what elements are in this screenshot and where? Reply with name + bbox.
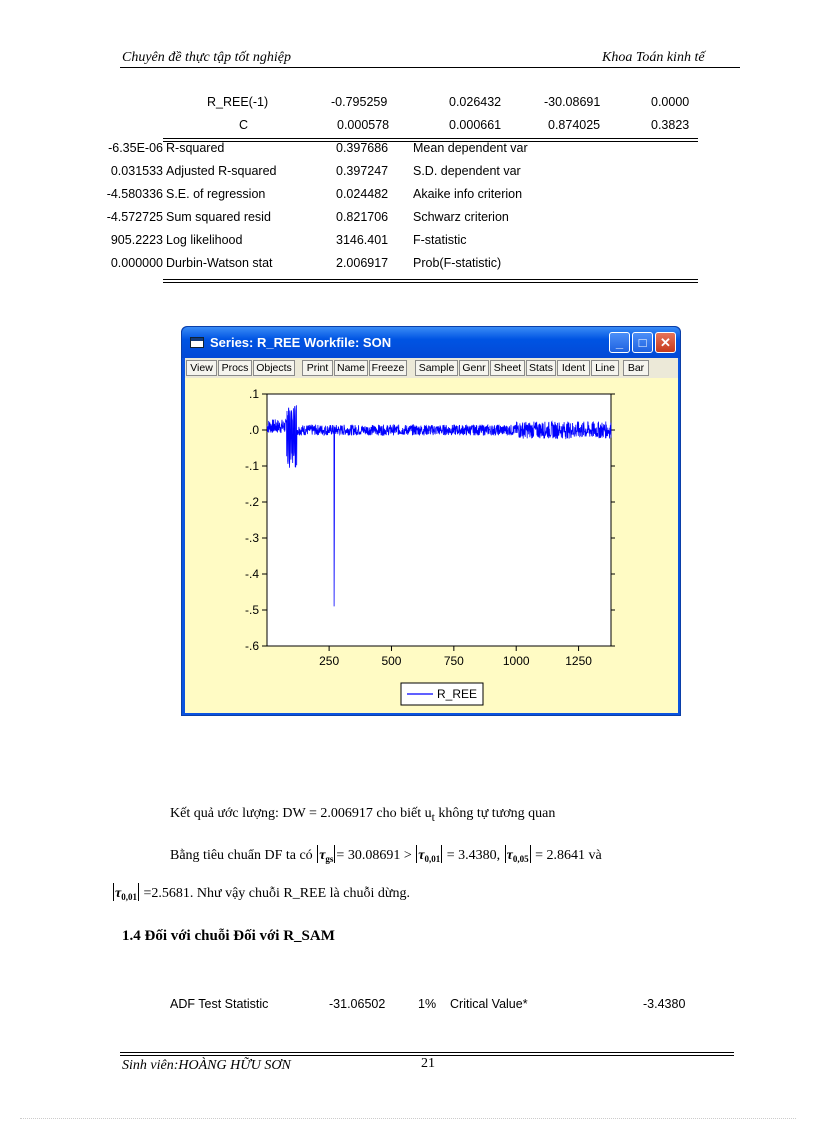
dw-text-post: không tự tương quan: [434, 806, 556, 821]
stat-label: F-statistic: [413, 233, 467, 247]
stat-label: S.E. of regression: [166, 187, 266, 201]
table-separator: [163, 138, 698, 142]
dw-text-pre: Kết quả ước lượng: DW = 2.006917 cho biết u: [170, 806, 432, 821]
x-tick-label: 500: [381, 654, 402, 668]
tau-symbol: τ: [115, 886, 122, 901]
minimize-button[interactable]: _: [609, 332, 630, 353]
header-left: Chuyên đề thực tập tốt nghiệp: [122, 50, 291, 65]
toolbar-ident-button[interactable]: Ident: [557, 360, 590, 376]
df-conclusion-text: =2.5681. Như vậy chuỗi R_REE là chuỗi dừng.: [139, 886, 410, 901]
coef-se: 0.026432: [449, 95, 502, 109]
line-chart: [185, 378, 678, 713]
page-edge: [20, 1118, 796, 1119]
stat-label: Log likelihood: [166, 233, 243, 247]
stat-label: Prob(F-statistic): [413, 256, 502, 270]
dw-conclusion: [170, 806, 555, 824]
adf-label: ADF Test Statistic: [170, 997, 269, 1011]
tau-005-sub: 0,05: [512, 854, 529, 864]
plot-area: [185, 378, 678, 713]
coef-var: C: [239, 118, 249, 132]
y-tick-label: -.3: [244, 531, 259, 545]
stat-label: Akaike info criterion: [413, 187, 523, 201]
y-tick-label: -.5: [244, 603, 259, 617]
toolbar-line-button[interactable]: Line: [591, 360, 619, 376]
tau-gs-sub: gs: [325, 854, 334, 864]
tau-symbol: τ: [418, 848, 425, 863]
y-tick-label: -.2: [244, 495, 259, 509]
stat-label: S.D. dependent var: [413, 164, 521, 178]
stat-value: 0.031533: [110, 164, 163, 178]
toolbar-procs-button[interactable]: Procs: [218, 360, 252, 376]
legend-label: R_REE: [437, 687, 478, 701]
toolbar-objects-button[interactable]: Objects: [253, 360, 295, 376]
stat-value: 0.000000: [110, 256, 163, 270]
toolbar-freeze-button[interactable]: Freeze: [369, 360, 407, 376]
stat-value: 905.2223: [110, 233, 163, 247]
coef-value: 0.000578: [337, 118, 390, 132]
tau-001-value: = 3.4380,: [443, 848, 504, 863]
coef-t: -30.08691: [544, 95, 601, 109]
window-title: Series: R_REE Workfile: SON: [210, 335, 392, 350]
toolbar-sample-button[interactable]: Sample: [415, 360, 458, 376]
window-icon: [190, 337, 204, 348]
y-tick-label: .0: [248, 423, 259, 437]
coef-t: 0.874025: [548, 118, 601, 132]
x-tick-label: 1250: [565, 654, 592, 668]
y-tick-label: -.1: [244, 459, 259, 473]
toolbar-sheet-button[interactable]: Sheet: [490, 360, 525, 376]
toolbar-genr-button[interactable]: Genr: [459, 360, 489, 376]
stat-label: Schwarz criterion: [413, 210, 509, 224]
tau-005-value: = 2.8641 và: [531, 848, 602, 863]
y-tick-label: .1: [248, 387, 259, 401]
toolbar-name-button[interactable]: Name: [334, 360, 368, 376]
stat-label: Durbin-Watson stat: [166, 256, 273, 270]
tau-gs-value: = 30.08691 >: [336, 848, 416, 863]
maximize-button[interactable]: □: [632, 332, 653, 353]
stat-value: 0.397247: [336, 164, 389, 178]
dw-subscript: t: [431, 810, 435, 824]
coef-value: -0.795259: [331, 95, 388, 109]
x-tick-label: 1000: [502, 654, 530, 668]
adf-value: -31.06502: [329, 997, 386, 1011]
stat-label: Sum squared resid: [166, 210, 271, 224]
stat-value: -4.572725: [106, 210, 163, 224]
tau-symbol: τ: [506, 848, 513, 863]
header-rule: [120, 67, 740, 68]
toolbar-bar-button[interactable]: Bar: [623, 360, 649, 376]
x-tick-label: 750: [443, 654, 464, 668]
stat-label: Mean dependent var: [413, 141, 528, 155]
stat-value: 0.821706: [336, 210, 389, 224]
section-heading: 1.4 Đối với chuỗi Đối với R_SAM: [122, 928, 335, 944]
window-titlebar[interactable]: [182, 327, 680, 358]
df-text-pre: Bằng tiêu chuẩn DF ta có: [170, 848, 317, 863]
window-toolbar: [185, 358, 678, 378]
series-window[interactable]: [181, 326, 681, 716]
stat-value: -4.580336: [106, 187, 163, 201]
close-button[interactable]: ✕: [655, 332, 676, 353]
coef-var: R_REE(-1): [207, 95, 269, 109]
page-number: 21: [421, 1056, 435, 1071]
tau-001-sub: 0,01: [121, 892, 137, 902]
stat-value: 0.024482: [336, 187, 389, 201]
y-tick-label: -.4: [244, 567, 259, 581]
stat-label: R-squared: [166, 141, 225, 155]
table-bottom-rule: [163, 279, 698, 283]
toolbar-view-button[interactable]: View: [186, 360, 217, 376]
stat-value: -6.35E-06: [108, 141, 163, 155]
adf-cv-value: -3.4380: [643, 997, 686, 1011]
footer-student: Sinh viên:HOÀNG HỮU SƠN: [122, 1058, 291, 1073]
stat-value: 2.006917: [336, 256, 389, 270]
stat-label: Adjusted R-squared: [166, 164, 277, 178]
adf-cv-label: Critical Value*: [450, 997, 528, 1011]
coef-p: 0.3823: [651, 118, 690, 132]
tau-symbol: τ: [319, 848, 326, 863]
df-test-line: [170, 845, 602, 864]
header-right: Khoa Toán kinh tế: [602, 50, 705, 65]
coef-se: 0.000661: [449, 118, 502, 132]
y-tick-label: -.6: [244, 639, 259, 653]
stat-value: 3146.401: [336, 233, 389, 247]
toolbar-print-button[interactable]: Print: [302, 360, 333, 376]
adf-percent: 1%: [418, 997, 437, 1011]
toolbar-stats-button[interactable]: Stats: [526, 360, 556, 376]
df-conclusion-line: [112, 883, 410, 902]
tau-001-sub: 0,01: [424, 854, 441, 864]
stat-value: 0.397686: [336, 141, 389, 155]
x-tick-label: 250: [319, 654, 340, 668]
coef-p: 0.0000: [651, 95, 690, 109]
